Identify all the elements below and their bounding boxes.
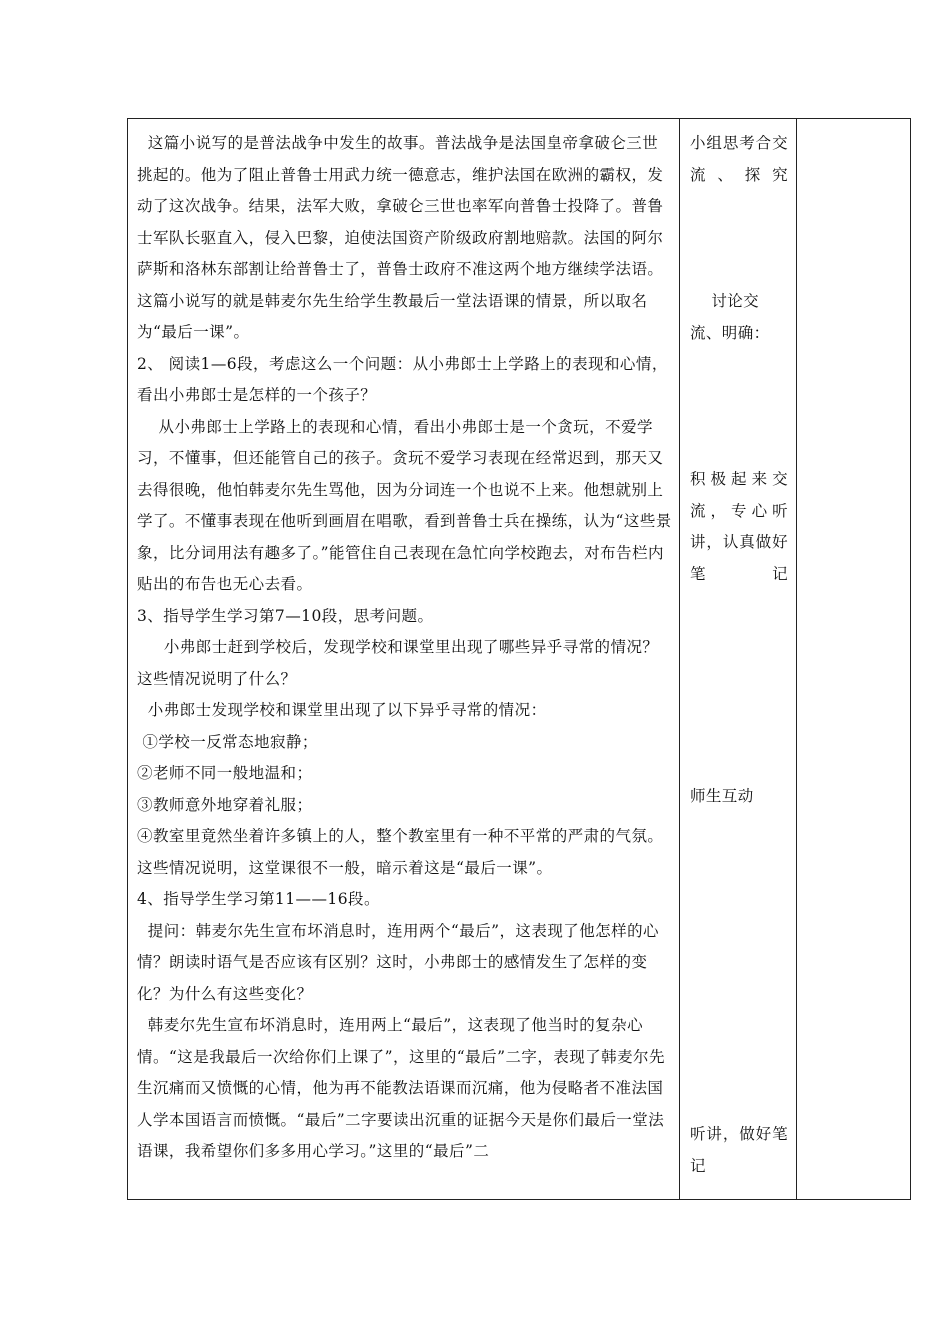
paragraph-answer-2: 从小弗郎士上学路上的表现和心情，看出小弗郎士是一个贪玩，不爱学习，不懂事，但还能管自己的孩子。贪玩不爱学习表现在经常迟到，那天又去得很晚，他怕韩麦尔先生骂他，因为分词连一个也说不上来。他想就别上学了。不懂事表现在他听到画眉在唱歌，看到普鲁士兵在操练，认为“这些景象，比分词用法有趣多了。”能管住自己表现在急忙向学校跑去，对布告栏内贴出的布告也无心去看。 [137,417,672,593]
teaching-content [128,119,679,1168]
paragraph-step-4: 4、指导学生学习第11——16段。 [137,890,380,908]
paragraph-question-2: 2、 阅读1—6段，考虑这么一个问题：从小弗郎士上学路上的表现和心情，看出小弗郎士是怎样的一个孩子？ [137,354,668,404]
list-item: ②老师不同一般地温和； [137,764,313,782]
side-note: 听讲，做好笔记 [690,1125,788,1175]
paragraph-answer-3-intro: 小弗郎士发现学校和课堂里出现了以下异乎寻常的情况： [137,701,547,719]
paragraph-step-3: 3、指导学生学习第7—10段，思考问题。 [137,606,434,625]
paragraph-conclusion-3: 这些情况说明，这堂课很不一般，暗示着这是“最后一课”。 [137,858,553,877]
side-note: 师生互动 [690,787,754,805]
list-item: ①学校一反常态地寂静； [137,732,318,751]
side-note: 讨论交流、明确： [690,292,770,342]
list-item: ③教师意外地穿着礼服； [137,795,313,814]
student-activity-cell [680,119,797,1200]
list-item: ④教室里竟然坐着许多镇上的人，整个教室里有一种不平常的严肃的气氛。 [137,827,664,845]
paragraph-question-4: 提问：韩麦尔先生宣布坏消息时，连用两个“最后”，这表现了他怎样的心情？朗读时语气是否应该有区别？这时，小弗郎士的感情发生了怎样的变化？为什么有这些变化？ [137,921,659,1003]
remarks-cell [797,119,911,1200]
student-activity [680,119,796,1199]
paragraph-background: 这篇小说写的是普法战争中发生的故事。普法战争是法国皇帝拿破仑三世挑起的。他为了阻止普鲁士用武力统一德意志，维护法国在欧洲的霸权，发动了这次战争。结果，法军大败，拿破仑三世也率军向普鲁士投降了。普鲁士军队长驱直入，侵入巴黎，迫使法国资产阶级政府割地赔款。法国的阿尔萨斯和洛林东部割让给普鲁士了，普鲁士政府不准这两个地方继续学法语。这篇小说写的就是韩麦尔先生给学生教最后一堂法语课的情景，所以取名为“最后一课”。 [137,134,664,341]
table-row [128,119,911,1200]
side-note: 积极起来交流，专心听讲，认真做好笔记 [690,470,788,583]
teaching-content-cell [128,119,680,1200]
paragraph-question-3: 小弗郎士赶到学校后，发现学校和课堂里出现了哪些异乎寻常的情况？这些情况说明了什么？ [137,638,659,688]
side-note: 小组思考合交流、探究 [690,134,788,184]
lesson-plan-table [127,118,911,1200]
paragraph-answer-4: 韩麦尔先生宣布坏消息时，连用两上“最后”，这表现了他当时的复杂心情。“这是我最后一次给你们上课了”，这里的“最后”二字，表现了韩麦尔先生沉痛而又愤慨的心情，他为再不能教法语课而沉痛，他为侵略者不准法国人学本国语言而愤慨。“最后”二字要读出沉重的证据今天是你们最后一堂法语课，我希望你们多多用心学习。”这里的“最后”二 [137,1016,665,1160]
